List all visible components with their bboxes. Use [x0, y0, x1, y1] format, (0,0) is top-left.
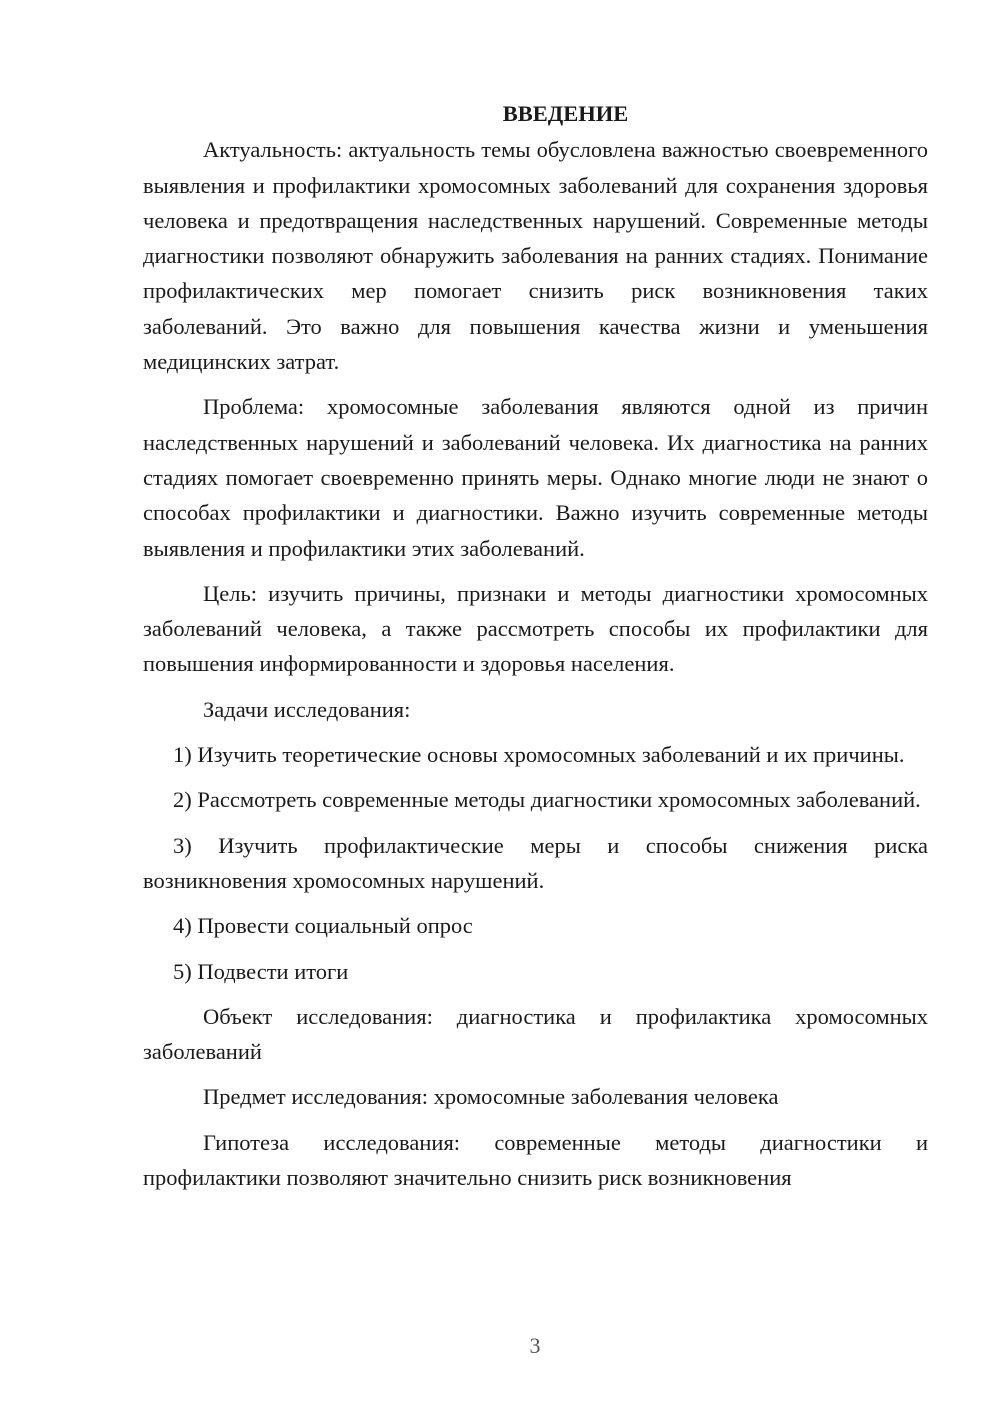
subject-paragraph: Предмет исследования: хромосомные заболевания человека — [203, 1084, 779, 1110]
page-number: 3 — [529, 1333, 541, 1358]
tasks-heading: Задачи исследования: — [203, 696, 411, 722]
task-item: 2) Рассмотреть современные методы диагностики хромосомных заболеваний. — [173, 787, 921, 813]
relevance-paragraph: Актуальность: актуальность темы обусловлена важностью своевременного выявления и профилактики хромосомных заболеваний для сохранения здоровья человека и предотвращения наследственных нарушений. Современные методы диагностики позволяют обнаружить заболевания на ранних стадиях. Понимание профилактических мер помогает снизить риск возникновения таких заболеваний. Это важно для повышения качества жизни и уменьшения медицинских затрат. — [143, 137, 928, 375]
task-item: 3) Изучить профилактические меры и способы снижения риска возникновения хромосомных нарушений. — [143, 832, 928, 893]
hypothesis-paragraph: Гипотеза исследования: современные методы диагностики и профилактики позволяют значительно снизить риск возникновения — [143, 1129, 928, 1191]
task-item: 5) Подвести итоги — [173, 958, 349, 984]
task-item: 1) Изучить теоретические основы хромосомных заболеваний и их причины. — [173, 742, 905, 768]
goal-paragraph: Цель: изучить причины, признаки и методы диагностики хромосомных заболеваний человека, а также рассмотреть способы их профилактики для повышения информированности и здоровья населения. — [143, 580, 928, 677]
page-content — [143, 96, 928, 1195]
section-title: ВВЕДЕНИЕ — [502, 101, 629, 126]
object-paragraph: Объект исследования: диагностика и профилактика хромосомных заболеваний — [143, 1003, 928, 1065]
problem-paragraph: Проблема: хромосомные заболевания являются одной из причин наследственных нарушений и заболеваний человека. Их диагностика на ранних стадиях помогает своевременно принять меры. Однако многие люди не знают о способах профилактики и диагностики. Важно изучить современные методы выявления и профилактики этих заболеваний. — [143, 394, 928, 561]
task-item: 4) Провести социальный опрос — [173, 913, 473, 939]
